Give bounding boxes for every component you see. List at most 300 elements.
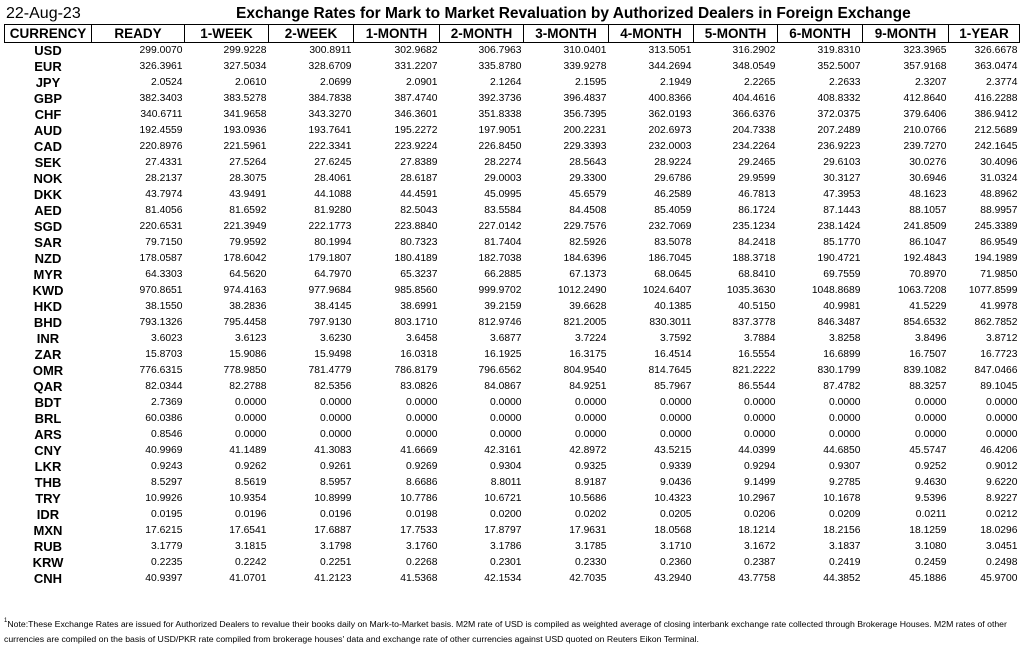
rate-cell: 383.5278	[223, 93, 267, 104]
rate-cell: 404.4616	[732, 93, 776, 104]
rate-cell: 179.1807	[308, 253, 352, 264]
column-header-3-month: 3-MONTH	[524, 25, 609, 43]
table-row	[5, 187, 1020, 203]
rate-cell: 17.6541	[229, 525, 267, 536]
rate-cell: 43.2940	[654, 573, 692, 584]
rate-cell: 65.3237	[400, 269, 438, 280]
currency-code: SAR	[34, 235, 62, 250]
currency-code: BRL	[34, 411, 62, 426]
rate-cell: 0.2330	[575, 557, 607, 568]
rate-cell: 3.6230	[320, 333, 352, 344]
column-header-5-month: 5-MONTH	[694, 25, 778, 43]
rate-cell: 2.2633	[829, 77, 861, 88]
rate-cell: 0.0000	[490, 413, 522, 424]
table-row	[5, 155, 1020, 171]
rate-cell: 44.3852	[823, 573, 861, 584]
rate-cell: 786.8179	[394, 365, 438, 376]
rate-cell: 18.0296	[980, 525, 1018, 536]
rate-cell: 9.5396	[915, 493, 947, 504]
rate-cell: 186.7045	[648, 253, 692, 264]
table-row	[5, 331, 1020, 347]
rate-cell: 0.0000	[744, 397, 776, 408]
rate-cell: 3.8258	[829, 333, 861, 344]
rate-cell: 300.8911	[309, 45, 352, 56]
column-header-4-month: 4-MONTH	[609, 25, 694, 43]
rate-cell: 10.2967	[738, 493, 776, 504]
table-row	[5, 539, 1020, 555]
rate-cell: 1024.6407	[642, 285, 692, 296]
rate-cell: 223.8840	[394, 221, 438, 232]
rate-cell: 0.9294	[744, 461, 776, 472]
rate-cell: 3.1815	[235, 541, 267, 552]
rate-cell: 0.9325	[575, 461, 607, 472]
table-row	[5, 459, 1020, 475]
rate-cell: 40.9969	[145, 445, 183, 456]
rate-cell: 977.9684	[308, 285, 352, 296]
rate-cell: 2.3207	[915, 77, 947, 88]
rate-cell: 781.4779	[308, 365, 352, 376]
rate-cell: 86.1724	[738, 205, 776, 216]
rate-cell: 71.9850	[980, 269, 1018, 280]
rate-cell: 245.3389	[974, 221, 1018, 232]
rate-cell: 10.9354	[229, 493, 267, 504]
rate-cell: 0.0000	[986, 397, 1018, 408]
rate-cell: 81.9280	[314, 205, 352, 216]
rate-cell: 38.1550	[145, 301, 183, 312]
rate-cell: 178.0587	[139, 253, 183, 264]
rate-cell: 44.6850	[823, 445, 861, 456]
rate-cell: 803.1710	[394, 317, 438, 328]
rate-cell: 379.6406	[903, 109, 947, 120]
rate-cell: 207.2489	[817, 125, 861, 136]
rate-cell: 46.7813	[738, 189, 776, 200]
table-row	[5, 139, 1020, 155]
rate-cell: 28.6187	[400, 173, 438, 184]
column-header-1-year: 1-YEAR	[949, 25, 1020, 43]
currency-code: INR	[36, 331, 60, 346]
rate-cell: 0.0000	[320, 413, 352, 424]
rate-cell: 352.5007	[817, 61, 861, 72]
rate-cell: 408.8332	[817, 93, 861, 104]
rate-cell: 42.7035	[569, 573, 607, 584]
rate-cell: 0.0000	[490, 397, 522, 408]
rate-cell: 30.0276	[909, 157, 947, 168]
rate-cell: 83.5078	[654, 237, 692, 248]
rate-cell: 3.6123	[235, 333, 267, 344]
rate-cell: 45.5747	[909, 445, 947, 456]
table-row	[5, 347, 1020, 363]
rate-cell: 1048.8689	[811, 285, 861, 296]
rate-cell: 42.3161	[484, 445, 522, 456]
rate-cell: 0.2301	[490, 557, 522, 568]
rate-cell: 3.7884	[744, 333, 776, 344]
rate-cell: 88.9957	[980, 205, 1018, 216]
rate-cell: 195.2272	[394, 125, 438, 136]
rate-cell: 0.0206	[744, 509, 776, 520]
rate-cell: 796.6562	[478, 365, 522, 376]
currency-code: GBP	[33, 91, 63, 106]
table-row	[5, 171, 1020, 187]
rate-cell: 89.1045	[980, 381, 1018, 392]
rate-cell: 9.2785	[829, 477, 861, 488]
rate-cell: 232.0003	[648, 141, 692, 152]
rate-cell: 999.9702	[478, 285, 522, 296]
rate-cell: 1077.8599	[968, 285, 1018, 296]
currency-code: TRY	[35, 491, 61, 506]
rate-cell: 0.0000	[235, 413, 267, 424]
rate-cell: 27.8389	[400, 157, 438, 168]
column-header-1-week: 1-WEEK	[185, 25, 269, 43]
rate-cell: 16.5554	[738, 349, 776, 360]
rate-cell: 16.0318	[400, 349, 438, 360]
rate-cell: 0.0000	[829, 397, 861, 408]
rate-cell: 344.2694	[648, 61, 692, 72]
rate-cell: 197.9051	[478, 125, 522, 136]
table-row	[5, 411, 1020, 427]
rate-cell: 41.9978	[980, 301, 1018, 312]
rate-cell: 8.9187	[575, 477, 607, 488]
rate-cell: 29.6103	[823, 157, 861, 168]
rate-cell: 85.7967	[654, 381, 692, 392]
rate-cell: 306.7963	[478, 45, 522, 56]
rate-cell: 38.6991	[400, 301, 438, 312]
rate-cell: 87.1443	[823, 205, 861, 216]
rate-cell: 236.9223	[817, 141, 861, 152]
rate-cell: 1035.3630	[726, 285, 776, 296]
table-row	[5, 475, 1020, 491]
rate-cell: 192.4843	[903, 253, 947, 264]
rate-cell: 3.7592	[660, 333, 692, 344]
table-header-row	[5, 25, 1020, 43]
rate-cell: 9.0436	[660, 477, 692, 488]
currency-code: SEK	[34, 155, 62, 170]
rate-cell: 48.8962	[980, 189, 1018, 200]
rate-cell: 0.9304	[490, 461, 522, 472]
rate-cell: 9.6220	[986, 477, 1018, 488]
rate-cell: 776.6315	[139, 365, 183, 376]
rate-cell: 3.1672	[744, 541, 776, 552]
rate-cell: 48.1623	[909, 189, 947, 200]
rate-cell: 793.1326	[139, 317, 183, 328]
rate-cell: 27.6245	[314, 157, 352, 168]
table-row	[5, 555, 1020, 571]
rate-cell: 0.0000	[575, 397, 607, 408]
rate-cell: 0.0000	[915, 397, 947, 408]
rate-cell: 2.0610	[235, 77, 267, 88]
rate-cell: 29.0003	[484, 173, 522, 184]
rate-cell: 0.0000	[829, 429, 861, 440]
rate-cell: 239.7270	[903, 141, 947, 152]
rate-cell: 39.6628	[569, 301, 607, 312]
rate-cell: 82.2788	[229, 381, 267, 392]
rate-cell: 40.9397	[145, 573, 183, 584]
rate-cell: 87.4782	[823, 381, 861, 392]
currency-code: EUR	[34, 59, 62, 74]
rate-cell: 40.5150	[738, 301, 776, 312]
rate-cell: 188.3718	[732, 253, 776, 264]
rate-cell: 46.2589	[654, 189, 692, 200]
rate-cell: 356.7395	[563, 109, 607, 120]
rate-cell: 0.0000	[235, 429, 267, 440]
rate-cell: 28.2137	[145, 173, 183, 184]
rate-cell: 0.9262	[235, 461, 267, 472]
rate-cell: 357.9168	[903, 61, 947, 72]
rate-cell: 323.3965	[903, 45, 947, 56]
table-row	[5, 251, 1020, 267]
rate-cell: 190.4721	[817, 253, 861, 264]
currency-code: KRW	[32, 555, 64, 570]
rate-cell: 41.6669	[400, 445, 438, 456]
rate-cell: 27.4331	[145, 157, 183, 168]
rate-cell: 0.2251	[320, 557, 352, 568]
table-row	[5, 299, 1020, 315]
column-header-2-week: 2-WEEK	[269, 25, 354, 43]
rate-cell: 386.9412	[974, 109, 1018, 120]
table-row	[5, 443, 1020, 459]
table-row	[5, 75, 1020, 91]
rate-cell: 43.7758	[738, 573, 776, 584]
rate-cell: 8.6686	[406, 477, 438, 488]
currency-code: AED	[34, 203, 62, 218]
rate-cell: 204.7338	[732, 125, 776, 136]
rate-cell: 319.8310	[817, 45, 861, 56]
rate-cell: 40.1385	[654, 301, 692, 312]
rate-cell: 412.8640	[903, 93, 947, 104]
rate-cell: 64.5620	[229, 269, 267, 280]
currency-code: DKK	[33, 187, 63, 202]
rate-cell: 363.0474	[974, 61, 1018, 72]
rate-cell: 16.7723	[980, 349, 1018, 360]
rate-cell: 86.5544	[738, 381, 776, 392]
rate-cell: 299.0070	[139, 45, 183, 56]
rate-cell: 16.4514	[654, 349, 692, 360]
table-row	[5, 43, 1020, 60]
rate-cell: 15.9086	[229, 349, 267, 360]
rate-cell: 84.0867	[484, 381, 522, 392]
rate-cell: 84.4508	[569, 205, 607, 216]
rate-cell: 3.8712	[986, 333, 1018, 344]
rate-cell: 10.4323	[654, 493, 692, 504]
rate-cell: 8.8011	[490, 477, 522, 488]
rate-cell: 17.9631	[569, 525, 607, 536]
rate-cell: 226.8450	[478, 141, 522, 152]
rate-cell: 392.3736	[478, 93, 522, 104]
rate-cell: 0.0200	[490, 509, 522, 520]
rate-cell: 16.7507	[909, 349, 947, 360]
rate-cell: 66.2885	[484, 269, 522, 280]
rate-cell: 238.1424	[817, 221, 861, 232]
rate-cell: 0.2459	[915, 557, 947, 568]
rate-cell: 41.5368	[400, 573, 438, 584]
rate-cell: 846.3487	[817, 317, 861, 328]
rate-cell: 45.1886	[909, 573, 947, 584]
rate-cell: 302.9682	[394, 45, 438, 56]
report-date: 22-Aug-23	[6, 5, 81, 22]
rate-cell: 17.6887	[314, 525, 352, 536]
rate-cell: 366.6376	[732, 109, 776, 120]
rate-cell: 10.8999	[314, 493, 352, 504]
rate-cell: 384.7838	[308, 93, 352, 104]
currency-code: MXN	[33, 523, 63, 538]
rate-cell: 0.0000	[915, 429, 947, 440]
rate-cell: 331.2207	[394, 61, 438, 72]
rate-cell: 235.1234	[732, 221, 776, 232]
rate-cell: 220.6531	[139, 221, 183, 232]
rate-cell: 0.9252	[915, 461, 947, 472]
currency-code: CNH	[33, 571, 63, 586]
rate-cell: 0.0209	[829, 509, 861, 520]
rate-cell: 795.4458	[223, 317, 267, 328]
currency-code: ARS	[34, 427, 62, 442]
rate-cell: 82.5926	[569, 237, 607, 248]
rate-cell: 0.9339	[660, 461, 692, 472]
rate-cell: 28.9224	[654, 157, 692, 168]
rate-cell: 28.5643	[569, 157, 607, 168]
rate-cell: 81.6592	[229, 205, 267, 216]
rate-cell: 2.3774	[986, 77, 1018, 88]
table-row	[5, 315, 1020, 331]
rate-cell: 0.0000	[986, 413, 1018, 424]
rate-cell: 0.0196	[235, 509, 267, 520]
rate-cell: 41.0701	[229, 573, 267, 584]
rate-cell: 222.1773	[308, 221, 352, 232]
column-header-2-month: 2-MONTH	[440, 25, 524, 43]
rate-cell: 310.0401	[563, 45, 607, 56]
rate-cell: 41.2123	[314, 573, 352, 584]
rate-cell: 221.5961	[223, 141, 267, 152]
rate-cell: 84.2418	[738, 237, 776, 248]
rate-cell: 985.8560	[394, 285, 438, 296]
rate-cell: 299.9228	[223, 45, 267, 56]
rate-cell: 0.0202	[575, 509, 607, 520]
rate-cell: 27.5264	[229, 157, 267, 168]
rate-cell: 804.9540	[563, 365, 607, 376]
rate-cell: 17.7533	[400, 525, 438, 536]
currency-code: CAD	[33, 139, 63, 154]
rate-cell: 221.3949	[223, 221, 267, 232]
rate-cell: 0.9261	[320, 461, 352, 472]
rate-cell: 0.0000	[320, 397, 352, 408]
rate-cell: 210.0766	[903, 125, 947, 136]
rate-cell: 80.7323	[400, 237, 438, 248]
rate-cell: 227.0142	[478, 221, 522, 232]
currency-code: BHD	[33, 315, 63, 330]
rate-cell: 38.4145	[314, 301, 352, 312]
rate-cell: 10.6721	[484, 493, 522, 504]
rate-cell: 862.7852	[974, 317, 1018, 328]
rate-cell: 79.9592	[229, 237, 267, 248]
rate-cell: 10.5686	[569, 493, 607, 504]
rate-cell: 202.6973	[648, 125, 692, 136]
rate-cell: 42.8972	[569, 445, 607, 456]
exchange-rates-table	[4, 24, 1020, 587]
rate-cell: 3.8496	[915, 333, 947, 344]
rate-cell: 84.9251	[569, 381, 607, 392]
rate-cell: 18.2156	[823, 525, 861, 536]
page-title: Exchange Rates for Mark to Market Revaluation by Authorized Dealers in Foreign Exchange	[236, 5, 911, 22]
currency-code: CNY	[34, 443, 62, 458]
rate-cell: 28.4061	[314, 173, 352, 184]
rate-cell: 3.1760	[406, 541, 438, 552]
rate-cell: 2.7369	[151, 397, 183, 408]
rate-cell: 178.6042	[223, 253, 267, 264]
rate-cell: 970.8651	[139, 285, 183, 296]
table-row	[5, 235, 1020, 251]
rate-cell: 0.0000	[575, 413, 607, 424]
rate-cell: 41.1489	[229, 445, 267, 456]
table-row	[5, 523, 1020, 539]
rate-cell: 15.9498	[314, 349, 352, 360]
rate-cell: 2.1595	[575, 77, 607, 88]
currency-code: ZAR	[34, 347, 62, 362]
rate-cell: 241.8509	[903, 221, 947, 232]
currency-code: CHF	[34, 107, 62, 122]
rate-cell: 0.9269	[406, 461, 438, 472]
rate-cell: 3.6458	[406, 333, 438, 344]
table-row	[5, 219, 1020, 235]
currency-code: OMR	[32, 363, 64, 378]
rate-cell: 42.1534	[484, 573, 522, 584]
rate-cell: 10.1678	[823, 493, 861, 504]
rate-cell: 18.1214	[738, 525, 776, 536]
rate-cell: 0.0000	[986, 429, 1018, 440]
rate-cell: 28.2274	[484, 157, 522, 168]
table-row	[5, 59, 1020, 75]
rate-cell: 184.6396	[563, 253, 607, 264]
rate-cell: 3.1786	[490, 541, 522, 552]
rate-cell: 416.2288	[974, 93, 1018, 104]
rate-cell: 3.1837	[829, 541, 861, 552]
rate-cell: 0.9012	[986, 461, 1018, 472]
rate-cell: 88.3257	[909, 381, 947, 392]
rate-cell: 18.0568	[654, 525, 692, 536]
rate-cell: 194.1989	[974, 253, 1018, 264]
currency-code: LKR	[34, 459, 62, 474]
rate-cell: 39.2159	[484, 301, 522, 312]
rate-cell: 316.2902	[732, 45, 776, 56]
rate-cell: 80.1994	[314, 237, 352, 248]
column-header-6-month: 6-MONTH	[778, 25, 863, 43]
rate-cell: 17.8797	[484, 525, 522, 536]
rate-cell: 45.6579	[569, 189, 607, 200]
rate-cell: 81.7404	[484, 237, 522, 248]
rate-cell: 0.2387	[744, 557, 776, 568]
rate-cell: 15.8703	[145, 349, 183, 360]
rate-cell: 86.1047	[909, 237, 947, 248]
rate-cell: 9.1499	[744, 477, 776, 488]
currency-code: BDT	[34, 395, 62, 410]
rate-cell: 182.7038	[478, 253, 522, 264]
rate-cell: 2.0901	[406, 77, 438, 88]
rate-cell: 30.6946	[909, 173, 947, 184]
table-row	[5, 491, 1020, 507]
table-row	[5, 107, 1020, 123]
rate-cell: 854.6532	[903, 317, 947, 328]
rate-cell: 362.0193	[648, 109, 692, 120]
rate-cell: 340.6711	[140, 109, 183, 120]
rate-cell: 30.3127	[823, 173, 861, 184]
rate-cell: 45.9700	[980, 573, 1018, 584]
rate-cell: 79.7150	[145, 237, 183, 248]
rate-cell: 0.0198	[406, 509, 438, 520]
rate-cell: 41.5229	[909, 301, 947, 312]
column-header-ready: READY	[92, 25, 185, 43]
currency-code: AUD	[33, 123, 63, 138]
rate-cell: 44.4591	[400, 189, 438, 200]
rate-cell: 2.1949	[660, 77, 692, 88]
currency-code: SGD	[33, 219, 63, 234]
table-row	[5, 91, 1020, 107]
